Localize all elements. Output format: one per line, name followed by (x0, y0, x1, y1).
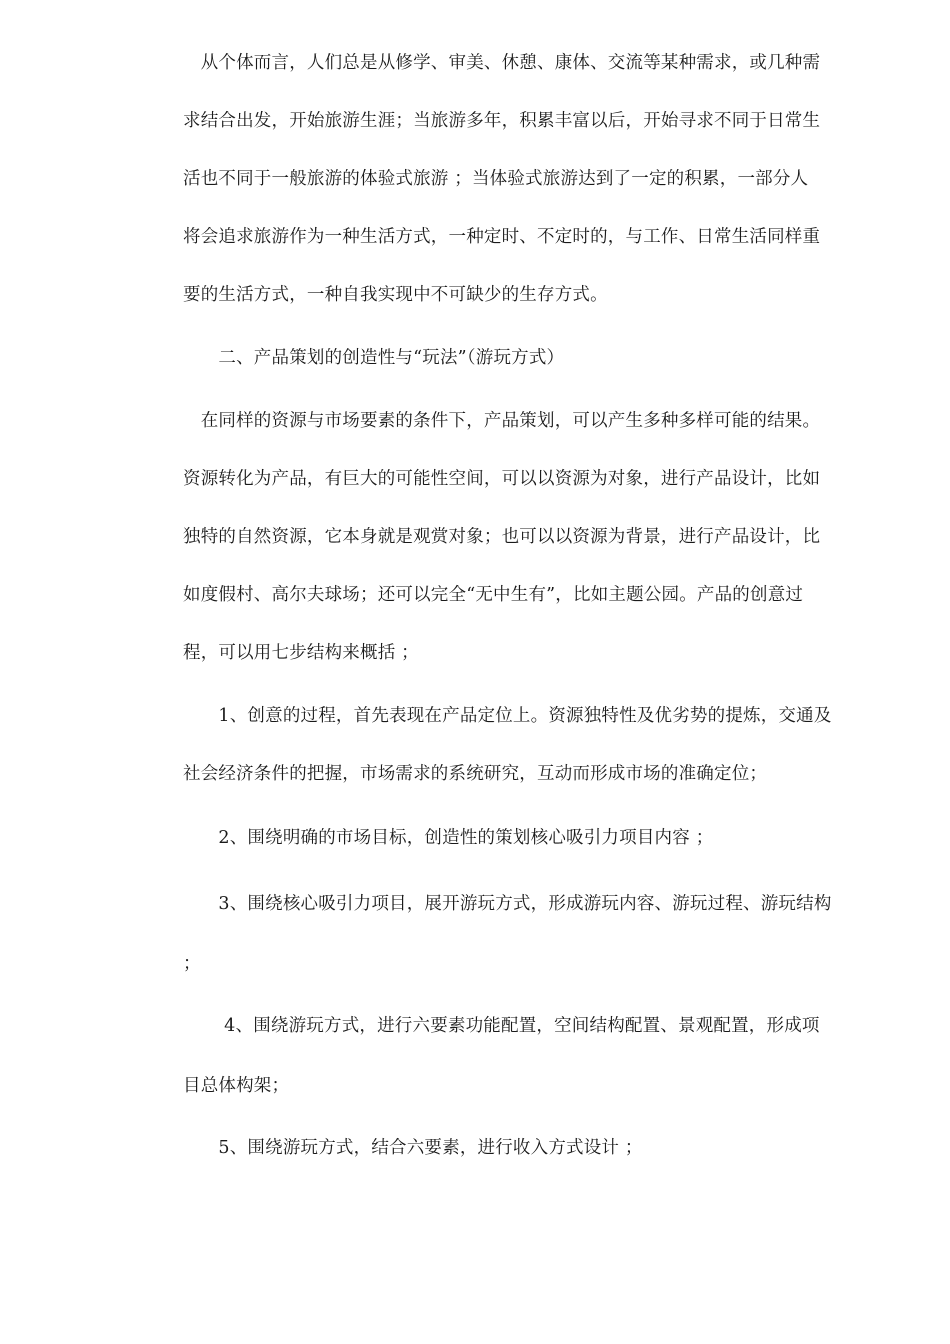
text-line: 如度假村、高尔夫球场；还可以完全“无中生有”，比如主题公园。产品的创意过 (183, 585, 804, 605)
section-heading: 二、产品策划的创造性与“玩法”（游玩方式） (183, 348, 565, 368)
text-line: 目总体构架； (183, 1076, 290, 1096)
text-line: 社会经济条件的把握，市场需求的系统研究，互动而形成市场的准确定位； (183, 764, 768, 784)
text-line: 独特的自然资源，它本身就是观赏对象；也可以以资源为背景，进行产品设计，比 (183, 527, 821, 547)
text-line: 求结合出发，开始旅游生涯；当旅游多年，积累丰富以后，开始寻求不同于日常生 (183, 111, 821, 131)
text-line: 从个体而言，人们总是从修学、审美、休憩、康体、交流等某种需求，或几种需 (183, 53, 821, 73)
text-line: 活也不同于一般旅游的体验式旅游 ；当体验式旅游达到了一定的积累，一部分人 (183, 169, 809, 189)
text-line: 1、创意的过程，首先表现在产品定位上。资源独特性及优劣势的提炼，交通及 (183, 706, 832, 726)
text-line: 程，可以用七步结构来概括 ； (183, 643, 419, 663)
text-line: 3、围绕核心吸引力项目，展开游玩方式，形成游玩内容、游玩过程、游玩结构 (183, 894, 832, 914)
text-line: 2、围绕明确的市场目标，创造性的策划核心吸引力项目内容 ； (183, 828, 714, 848)
text-line: 5、围绕游玩方式，结合六要素，进行收入方式设计 ； (183, 1138, 643, 1158)
text-line: 要的生活方式，一种自我实现中不可缺少的生存方式。 (183, 285, 608, 305)
text-line: ； (183, 954, 201, 974)
text-line: 资源转化为产品，有巨大的可能性空间，可以以资源为对象，进行产品设计，比如 (183, 469, 821, 489)
text-line: 在同样的资源与市场要素的条件下，产品策划，可以产生多种多样可能的结果。 (183, 411, 821, 431)
text-line: 4、围绕游玩方式，进行六要素功能配置，空间结构配置、景观配置，形成项 (183, 1016, 820, 1036)
text-line: 将会追求旅游作为一种生活方式，一种定时、不定时的，与工作、日常生活同样重 (183, 227, 821, 247)
